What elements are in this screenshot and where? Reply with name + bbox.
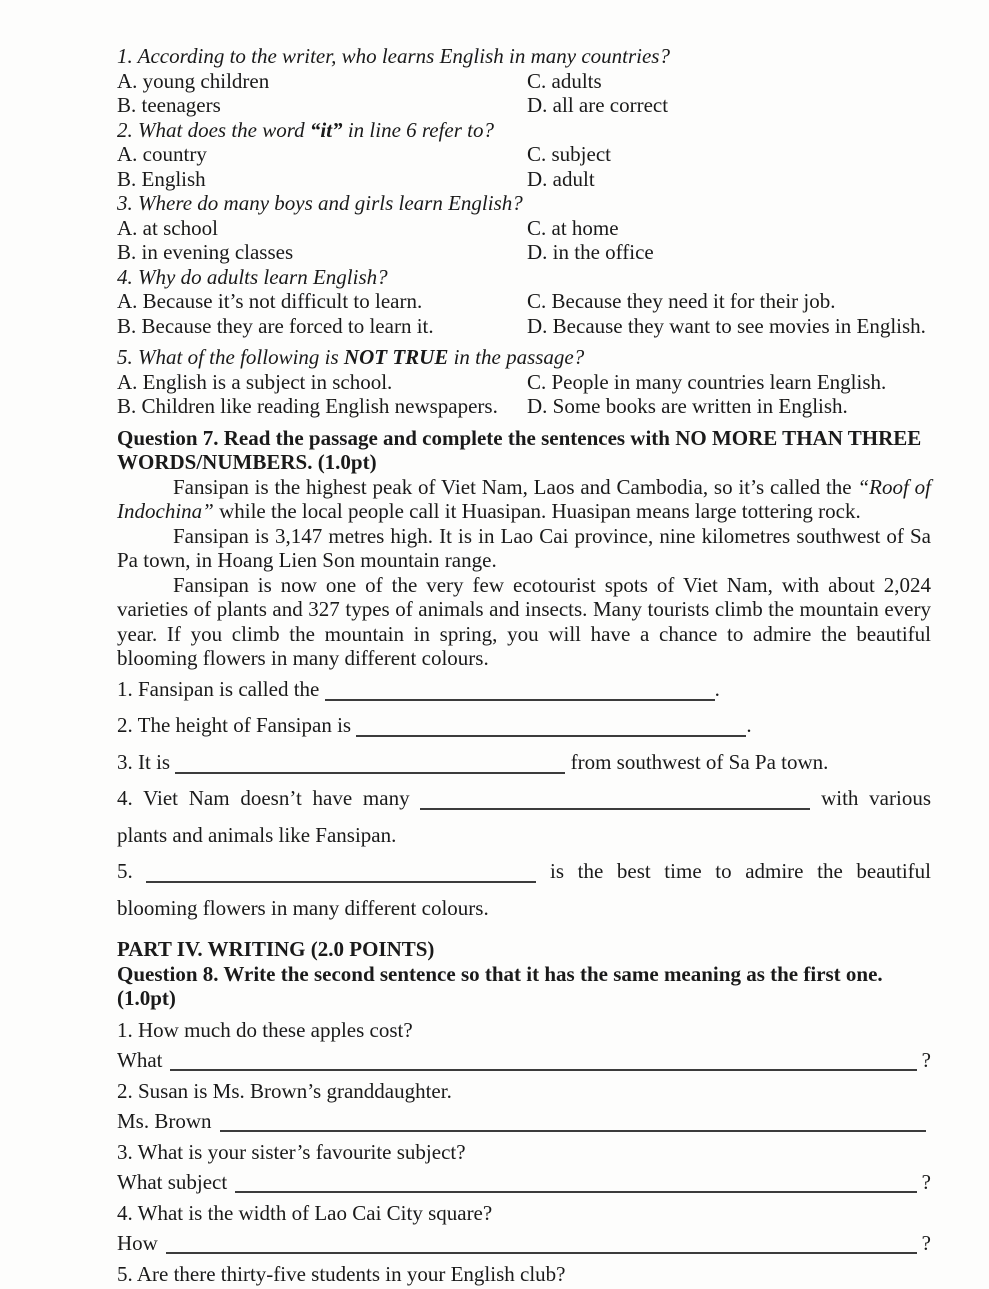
- answer-blank-4: [420, 808, 810, 810]
- answer-blank-5: [146, 881, 536, 883]
- question-3-options: [117, 216, 931, 265]
- answer-blank-1: [325, 699, 715, 701]
- question-1-option-b: B. teenagers: [117, 93, 527, 118]
- question-2-options: [117, 142, 931, 191]
- rewrite-item-1: [117, 1015, 931, 1076]
- question-3-prompt: 3. Where do many boys and girls learn English?: [117, 191, 931, 216]
- fill-item-2: 2. The height of Fansipan is .: [117, 707, 931, 744]
- reading-mcq-section: [117, 44, 931, 419]
- question-1-option-a: A. young children: [117, 69, 527, 94]
- question-2-option-d: D. adult: [527, 167, 931, 192]
- answer-blank-2: [356, 735, 746, 737]
- question-4-options: [117, 289, 931, 338]
- rewrite-4-answer-line: [117, 1228, 931, 1259]
- rewrite-2-answer-line: [117, 1106, 931, 1137]
- rewrite-1-blank: [170, 1069, 916, 1071]
- part-iv-heading: PART IV. WRITING (2.0 POINTS): [117, 937, 931, 962]
- fansipan-passage: [117, 475, 931, 671]
- question-1-option-d: D. all are correct: [527, 93, 931, 118]
- rewrite-2-stem: Ms. Brown: [117, 1106, 212, 1137]
- rewrite-item-4: [117, 1198, 931, 1259]
- question-2-bold-word: “it”: [310, 118, 343, 142]
- writing-section: [117, 937, 931, 1289]
- rewrite-1-tail: ?: [922, 1045, 931, 1076]
- question-4-prompt: 4. Why do adults learn English?: [117, 265, 931, 290]
- question-5-bold-words: NOT TRUE: [344, 345, 448, 369]
- question-7-heading: Question 7. Read the passage and complete the sentences with NO MORE THAN THREE WORDS/NUMBERS. (1.0pt): [117, 426, 931, 475]
- fill-item-4: 4. Viet Nam doesn’t have many with various plants and animals like Fansipan.: [117, 780, 931, 853]
- rewrite-1-stem: What: [117, 1045, 162, 1076]
- question-5-prompt: 5. What of the following is NOT TRUE in the passage?: [117, 345, 931, 370]
- question-2-prompt: 2. What does the word “it” in line 6 refer to?: [117, 118, 931, 143]
- mcq-question-1: [117, 44, 931, 118]
- rewrite-item-2: [117, 1076, 931, 1137]
- rewrite-3-tail: ?: [922, 1167, 931, 1198]
- rewrite-item-5: [117, 1259, 931, 1289]
- question-4-option-a: A. Because it’s not difficult to learn.: [117, 289, 527, 314]
- question-1-options: [117, 69, 931, 118]
- rewrite-4-stem: How: [117, 1228, 158, 1259]
- question-3-option-d: D. in the office: [527, 240, 931, 265]
- mcq-question-3: [117, 191, 931, 265]
- rewrite-3-stem: What subject: [117, 1167, 227, 1198]
- question-8-items: [117, 1015, 931, 1289]
- rewrite-4-tail: ?: [922, 1228, 931, 1259]
- question-7-section: [117, 426, 931, 927]
- question-5-option-b: B. Children like reading English newspapers.: [117, 394, 527, 419]
- mcq-question-2: [117, 118, 931, 192]
- rewrite-5-source: 5. Are there thirty-five students in your English club?: [117, 1259, 931, 1289]
- rewrite-4-blank: [166, 1252, 917, 1254]
- rewrite-1-answer-line: [117, 1045, 931, 1076]
- question-5-option-c: C. People in many countries learn English.: [527, 370, 931, 395]
- question-2-option-b: B. English: [117, 167, 527, 192]
- mcq-question-4: [117, 265, 931, 339]
- fill-item-1: 1. Fansipan is called the .: [117, 671, 931, 708]
- rewrite-1-source: 1. How much do these apples cost?: [117, 1015, 931, 1046]
- mcq-question-5: [117, 345, 931, 419]
- question-5-options: [117, 370, 931, 419]
- question-2-option-a: A. country: [117, 142, 527, 167]
- question-7-fill-list: [117, 671, 931, 927]
- question-4-option-c: C. Because they need it for their job.: [527, 289, 931, 314]
- rewrite-3-source: 3. What is your sister’s favourite subject?: [117, 1137, 931, 1168]
- question-5-option-d: D. Some books are written in English.: [527, 394, 931, 419]
- fill-item-3: 3. It is from southwest of Sa Pa town.: [117, 744, 931, 781]
- rewrite-3-blank: [235, 1191, 916, 1193]
- passage-paragraph-3: Fansipan is now one of the very few ecotourist spots of Viet Nam, with about 2,024 varieties of plants and 327 types of animals and insects. Many tourists climb the mountain every year. If you climb the mountain in spring, you will have a chance to admire the beautiful blooming flowers in many different colours.: [117, 573, 931, 671]
- question-1-prompt: 1. According to the writer, who learns English in many countries?: [117, 44, 931, 69]
- rewrite-item-3: [117, 1137, 931, 1198]
- question-3-option-b: B. in evening classes: [117, 240, 527, 265]
- question-8-heading: Question 8. Write the second sentence so that it has the same meaning as the first one. (1.0pt): [117, 962, 931, 1011]
- question-5-option-a: A. English is a subject in school.: [117, 370, 527, 395]
- fill-item-5: 5. is the best time to admire the beautiful blooming flowers in many different colours.: [117, 853, 931, 926]
- answer-blank-3: [175, 772, 565, 774]
- question-1-option-c: C. adults: [527, 69, 931, 94]
- question-4-option-b: B. Because they are forced to learn it.: [117, 314, 527, 339]
- passage-italic-phrase: “Roof of Indochina”: [117, 475, 931, 524]
- rewrite-2-source: 2. Susan is Ms. Brown’s granddaughter.: [117, 1076, 931, 1107]
- rewrite-2-blank: [220, 1130, 926, 1132]
- question-3-option-c: C. at home: [527, 216, 931, 241]
- rewrite-4-source: 4. What is the width of Lao Cai City square?: [117, 1198, 931, 1229]
- passage-paragraph-2: Fansipan is 3,147 metres high. It is in Lao Cai province, nine kilometres southwest of Sa Pa town, in Hoang Lien Son mountain range.: [117, 524, 931, 573]
- question-2-option-c: C. subject: [527, 142, 931, 167]
- rewrite-3-answer-line: [117, 1167, 931, 1198]
- passage-paragraph-1: Fansipan is the highest peak of Viet Nam, Laos and Cambodia, so it’s called the “Roof of Indochina” while the local people call it Huasipan. Huasipan means large tottering rock.: [117, 475, 931, 524]
- question-4-option-d: D. Because they want to see movies in English.: [527, 314, 931, 339]
- question-3-option-a: A. at school: [117, 216, 527, 241]
